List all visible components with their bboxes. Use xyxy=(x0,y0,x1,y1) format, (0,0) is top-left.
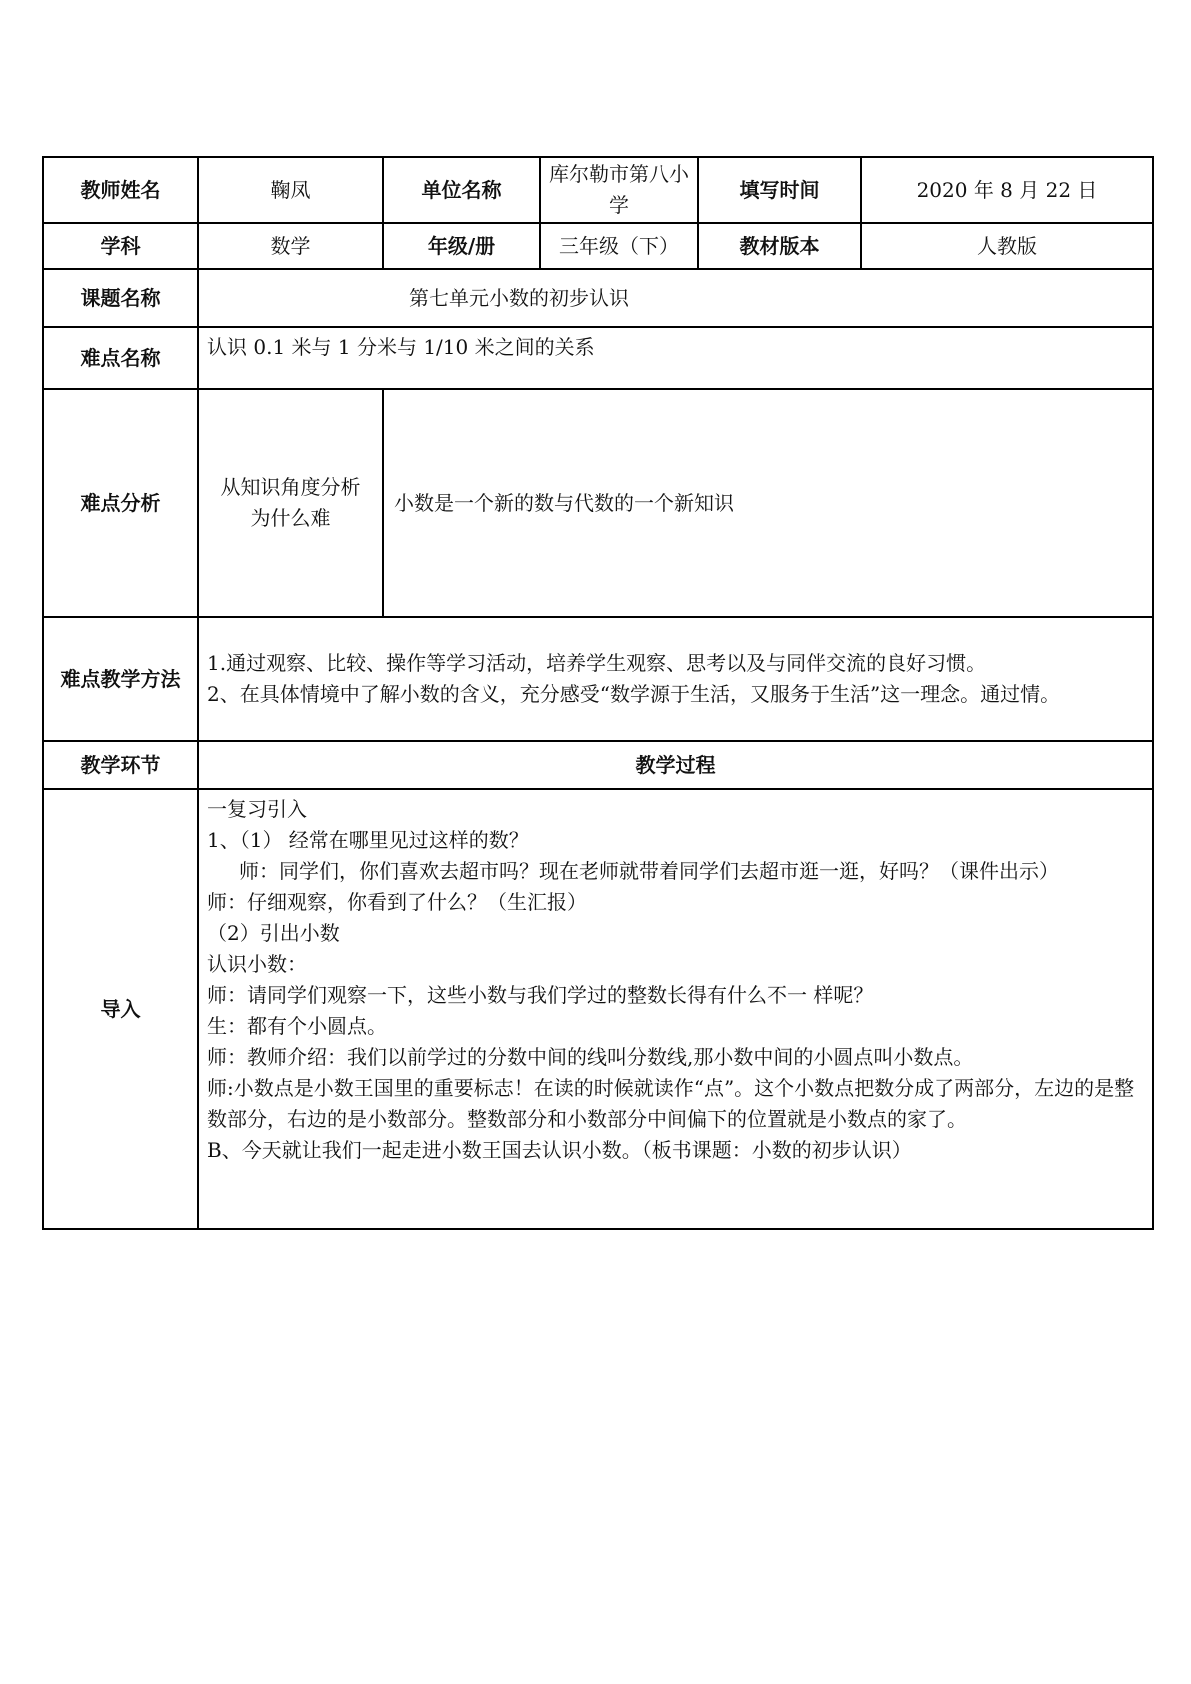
row-analysis xyxy=(43,389,1153,617)
intro-line: 1、（1） 经常在哪里见过这样的数？ xyxy=(207,828,529,852)
row-intro xyxy=(43,789,1153,1229)
intro-line: （2）引出小数 xyxy=(207,921,340,945)
teacher-name-label: 教师姓名 xyxy=(43,157,198,223)
row-topic xyxy=(43,269,1153,327)
difficulty-value: 认识 0.1 米与 1 分米与 1/10 米之间的关系 xyxy=(198,327,1153,389)
edition-value: 人教版 xyxy=(861,223,1153,269)
intro-label: 导入 xyxy=(43,789,198,1229)
unit-name-label: 单位名称 xyxy=(383,157,540,223)
row-teacher-info xyxy=(43,157,1153,223)
intro-line: 生：都有个小圆点。 xyxy=(207,1014,387,1038)
grade-value: 三年级（下） xyxy=(540,223,698,269)
intro-line: 师：同学们，你们喜欢去超市吗？现在老师就带着同学们去超市逛一逛，好吗？（课件出示） xyxy=(239,859,1059,883)
grade-label: 年级/册 xyxy=(383,223,540,269)
row-method xyxy=(43,617,1153,741)
intro-line: 认识小数： xyxy=(207,952,307,976)
fill-date-label: 填写时间 xyxy=(698,157,861,223)
topic-label: 课题名称 xyxy=(43,269,198,327)
lesson-plan-table xyxy=(42,156,1154,1230)
intro-content xyxy=(198,789,1153,1229)
process-label: 教学过程 xyxy=(198,741,1153,789)
intro-line: 师：教师介绍：我们以前学过的分数中间的线叫分数线,那小数中间的小圆点叫小数点。 xyxy=(207,1045,974,1069)
intro-line: 师：请同学们观察一下，这些小数与我们学过的整数长得有什么不一 样呢？ xyxy=(207,983,874,1007)
subject-label: 学科 xyxy=(43,223,198,269)
unit-name-value: 库尔勒市第八小学 xyxy=(540,157,698,223)
method-line: 2、在具体情境中了解小数的含义，充分感受“数学源于生活，又服务于生活”这一理念。通过情。 xyxy=(207,682,1061,706)
row-subject-info xyxy=(43,223,1153,269)
row-difficulty xyxy=(43,327,1153,389)
intro-line: 师：仔细观察，你看到了什么？（生汇报） xyxy=(207,890,587,914)
analysis-value: 小数是一个新的数与代数的一个新知识 xyxy=(383,389,1153,617)
method-line: 1.通过观察、比较、操作等学习活动，培养学生观察、思考以及与同伴交流的良好习惯。 xyxy=(207,651,987,675)
fill-date-value: 2020 年 8 月 22 日 xyxy=(861,157,1153,223)
edition-label: 教材版本 xyxy=(698,223,861,269)
method-content xyxy=(198,617,1153,741)
topic-value: 第七单元小数的初步认识 xyxy=(198,269,1153,327)
row-process-header xyxy=(43,741,1153,789)
teacher-name-value: 鞠凤 xyxy=(198,157,383,223)
stage-label: 教学环节 xyxy=(43,741,198,789)
intro-line: 一复习引入 xyxy=(207,797,307,821)
intro-line: B、今天就让我们一起走进小数王国去认识小数。（板书课题：小数的初步认识） xyxy=(207,1138,912,1162)
analysis-label: 难点分析 xyxy=(43,389,198,617)
difficulty-label: 难点名称 xyxy=(43,327,198,389)
method-label: 难点教学方法 xyxy=(43,617,198,741)
analysis-sub-label: 从知识角度分析为什么难 xyxy=(198,389,383,617)
intro-line: 师:小数点是小数王国里的重要标志！在读的时候就读作“点”。这个小数点把数分成了两部分，左边的是整数部分，右边的是小数部分。整数部分和小数部分中间偏下的位置就是小数点的家了。 xyxy=(207,1076,1135,1131)
subject-value: 数学 xyxy=(198,223,383,269)
